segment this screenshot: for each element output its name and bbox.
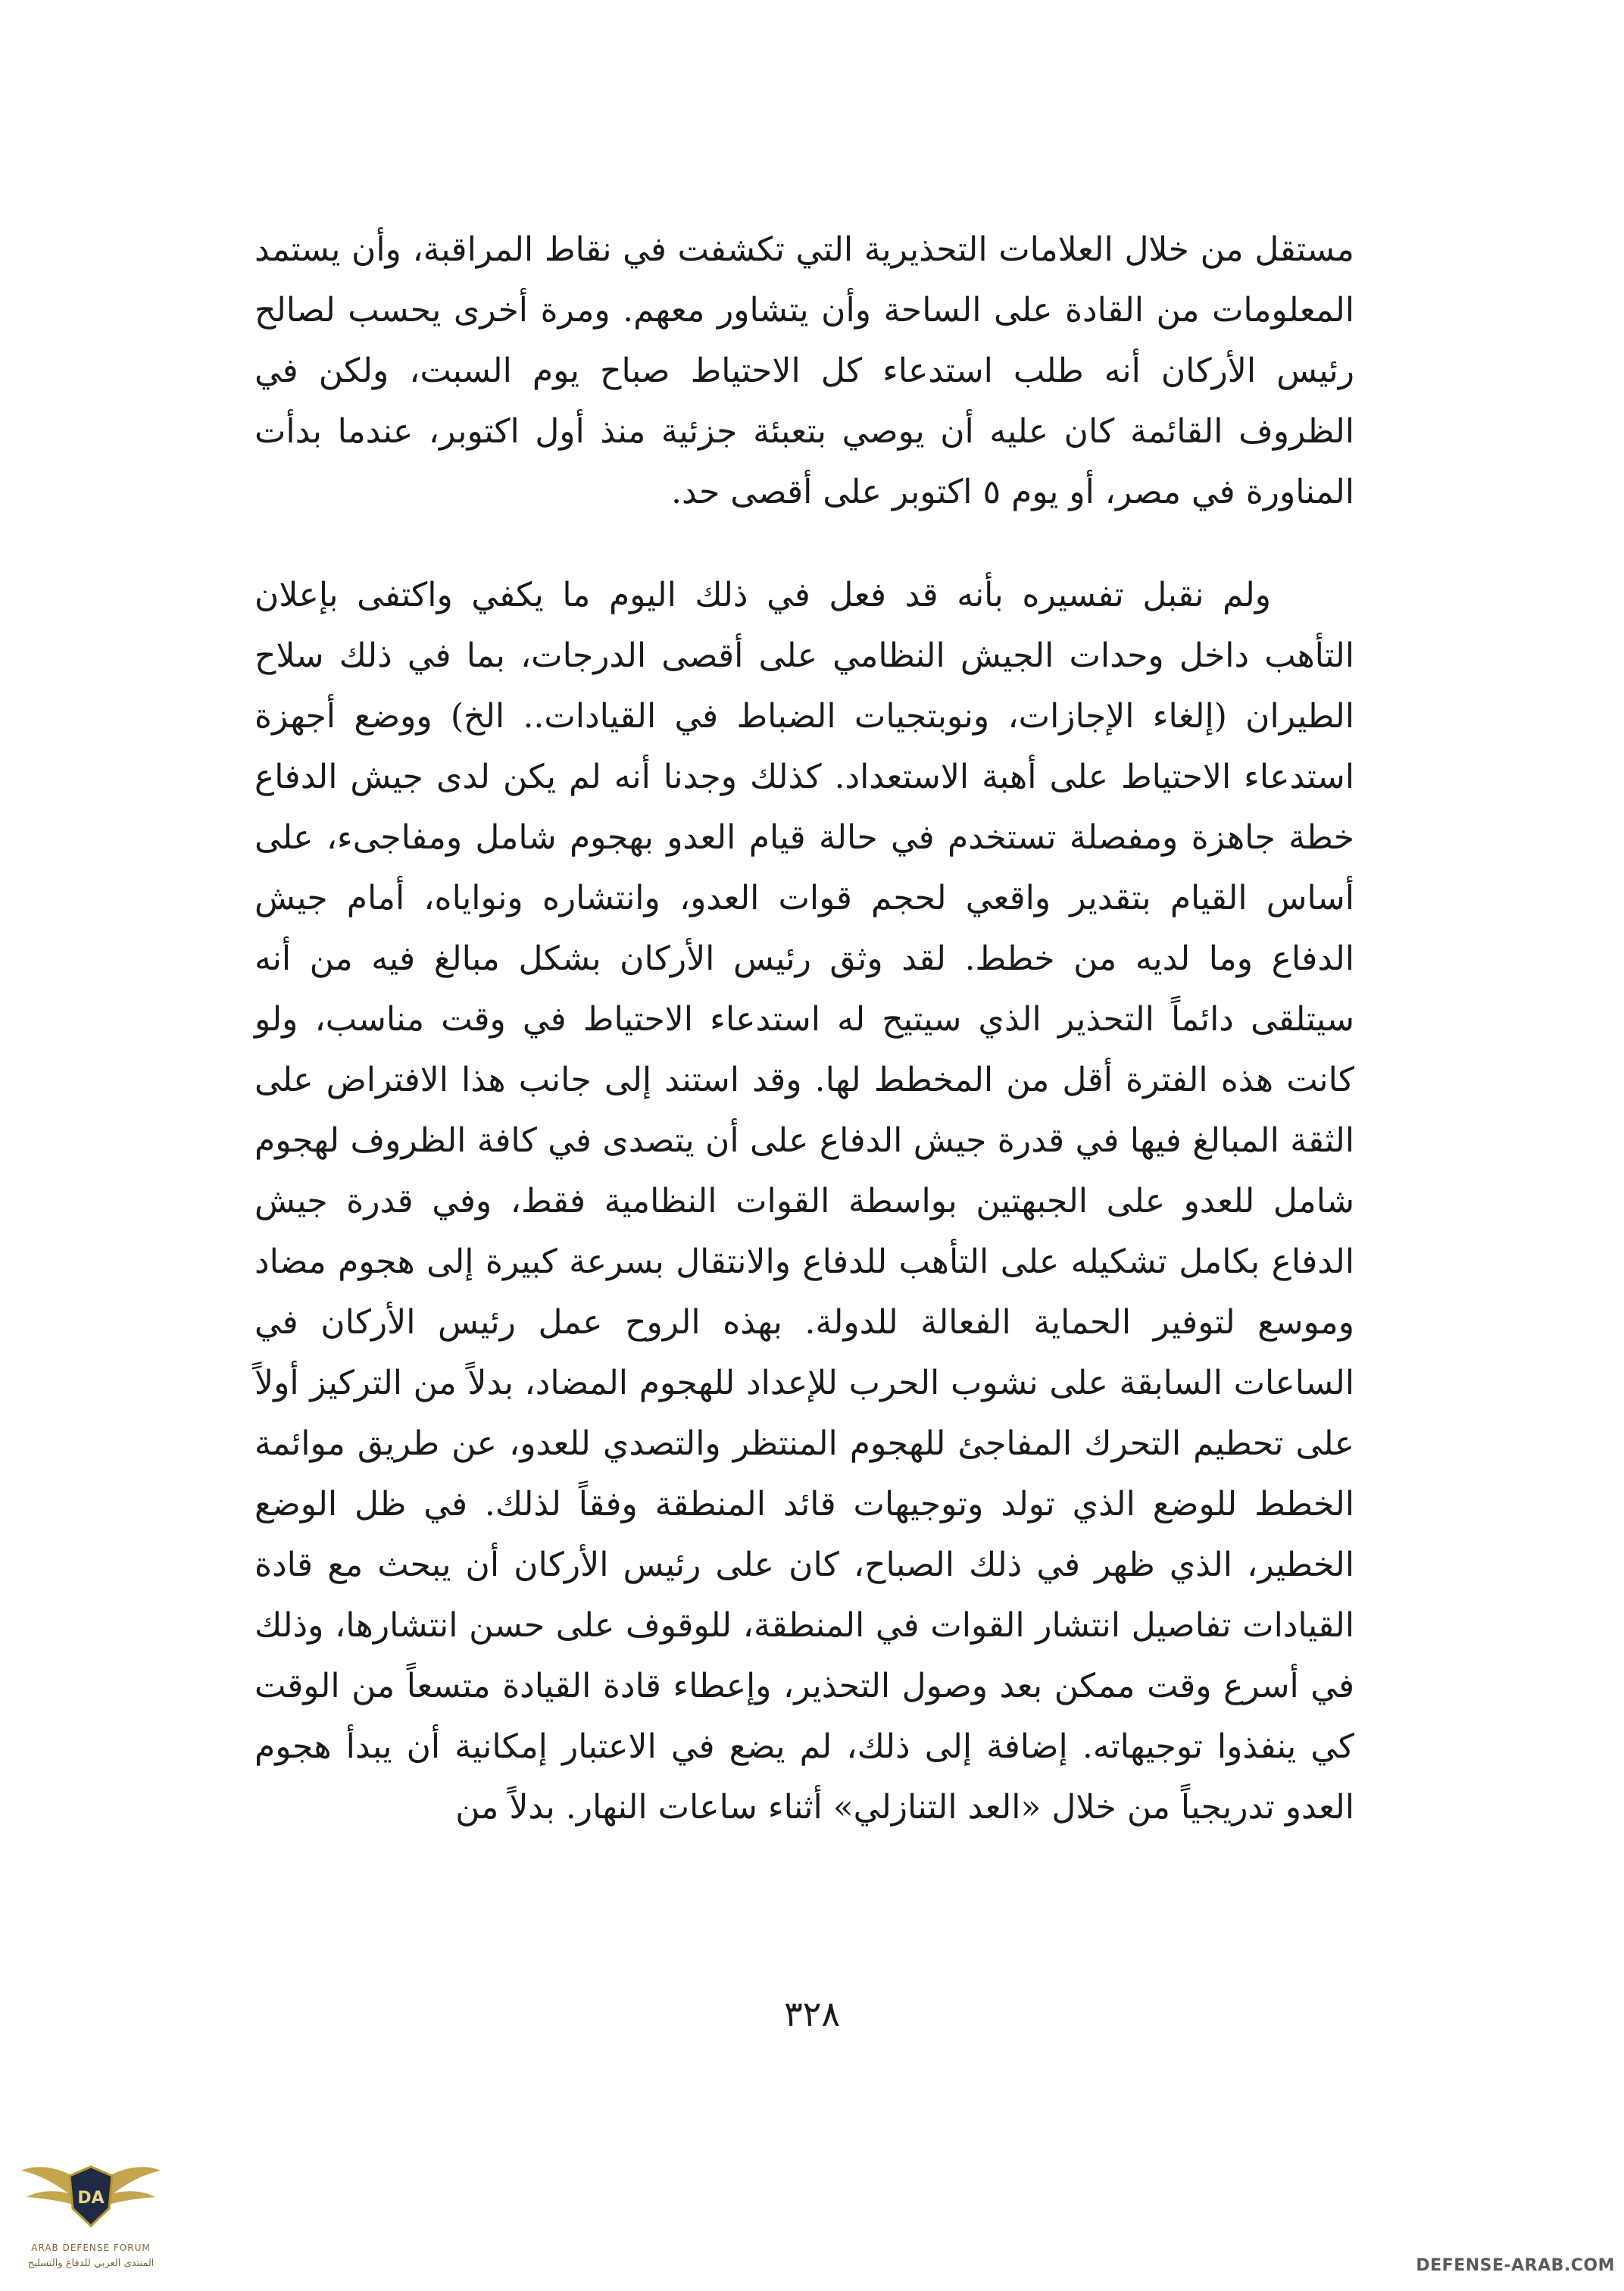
watermark-url: DEFENSE-ARAB.COM	[1416, 2256, 1615, 2275]
page-number: ٣٢٨	[783, 1993, 841, 2034]
paragraph-1: مستقل من خلال العلامات التحذيرية التي تكشفت في نقاط المراقبة، وأن يستمد المعلومات من القادة على الساحة وأن يتشاور معهم. ومرة أخرى يحسب لصالح رئيس الأركان أنه طلب استدعاء كل الاحتياط صباح يوم السبت، ولكن في الظروف القائمة كان عليه أن يوصي بتعبئة جزئية منذ أول اكتوبر، عندما بدأت المناورة في مصر، أو يوم ٥ اكتوبر على أقصى حد.	[255, 230, 1354, 511]
watermark-logo	[15, 2136, 167, 2280]
body-text	[255, 220, 1354, 1838]
watermark-logo-text-en: ARAB DEFENSE FORUM	[31, 2243, 151, 2253]
watermark-logo-text-ar: المنتدى العربي للدفاع والتسليح	[27, 2258, 155, 2269]
svg-text:DA: DA	[77, 2189, 105, 2208]
paragraph-2: ولم نقبل تفسيره بأنه قد فعل في ذلك اليوم ما يكفي واكتفى بإعلان التأهب داخل وحدات الجيش النظامي على أقصى الدرجات، بما في ذلك سلاح الطيران (إلغاء الإجازات، ونوبتجيات الضباط في القيادات.. الخ) ووضع أجهزة استدعاء الاحتياط على أهبة الاستعداد. كذلك وجدنا أنه لم يكن لدى جيش الدفاع خطة جاهزة ومفصلة تستخدم في حالة قيام العدو بهجوم شامل ومفاجىء، على أساس القيام بتقدير واقعي لحجم قوات العدو، وانتشاره ونواياه، أمام جيش الدفاع وما لديه من خطط. لقد وثق رئيس الأركان بشكل مبالغ فيه من أنه سيتلقى دائماً التحذير الذي سيتيح له استدعاء الاحتياط في وقت مناسب، ولو كانت هذه الفترة أقل من المخطط لها. وقد استند إلى جانب هذا الافتراض على الثقة المبالغ فيها في قدرة جيش الدفاع على أن يتصدى في كافة الظروف لهجوم شامل للعدو على الجبهتين بواسطة القوات النظامية فقط، وفي قدرة جيش الدفاع بكامل تشكيله على التأهب للدفاع والانتقال بسرعة كبيرة إلى هجوم مضاد وموسع لتوفير الحماية الفعالة للدولة. بهذه الروح عمل رئيس الأركان في الساعات السابقة على نشوب الحرب للإعداد للهجوم المضاد، بدلاً من التركيز أولاً على تحطيم التحرك المفاجئ للهجوم المنتظر والتصدي للعدو، عن طريق موائمة الخطط للوضع الذي تولد وتوجيهات قائد المنطقة وفقاً لذلك. في ظل الوضع الخطير، الذي ظهر في ذلك الصباح، كان على رئيس الأركان أن يبحث مع قادة القيادات تفاصيل انتشار القوات في المنطقة، للوقوف على حسن انتشارها، وذلك في أسرع وقت ممكن بعد وصول التحذير، وإعطاء قادة القيادة متسعاً من الوقت كي ينفذوا توجيهاته. إضافة إلى ذلك، لم يضع في الاعتبار إمكانية أن يبدأ هجوم العدو تدريجياً من خلال «العد التنازلي» أثناء ساعات النهار. بدلاً من	[255, 576, 1355, 1827]
arab-defense-forum-logo-icon	[15, 2136, 167, 2243]
